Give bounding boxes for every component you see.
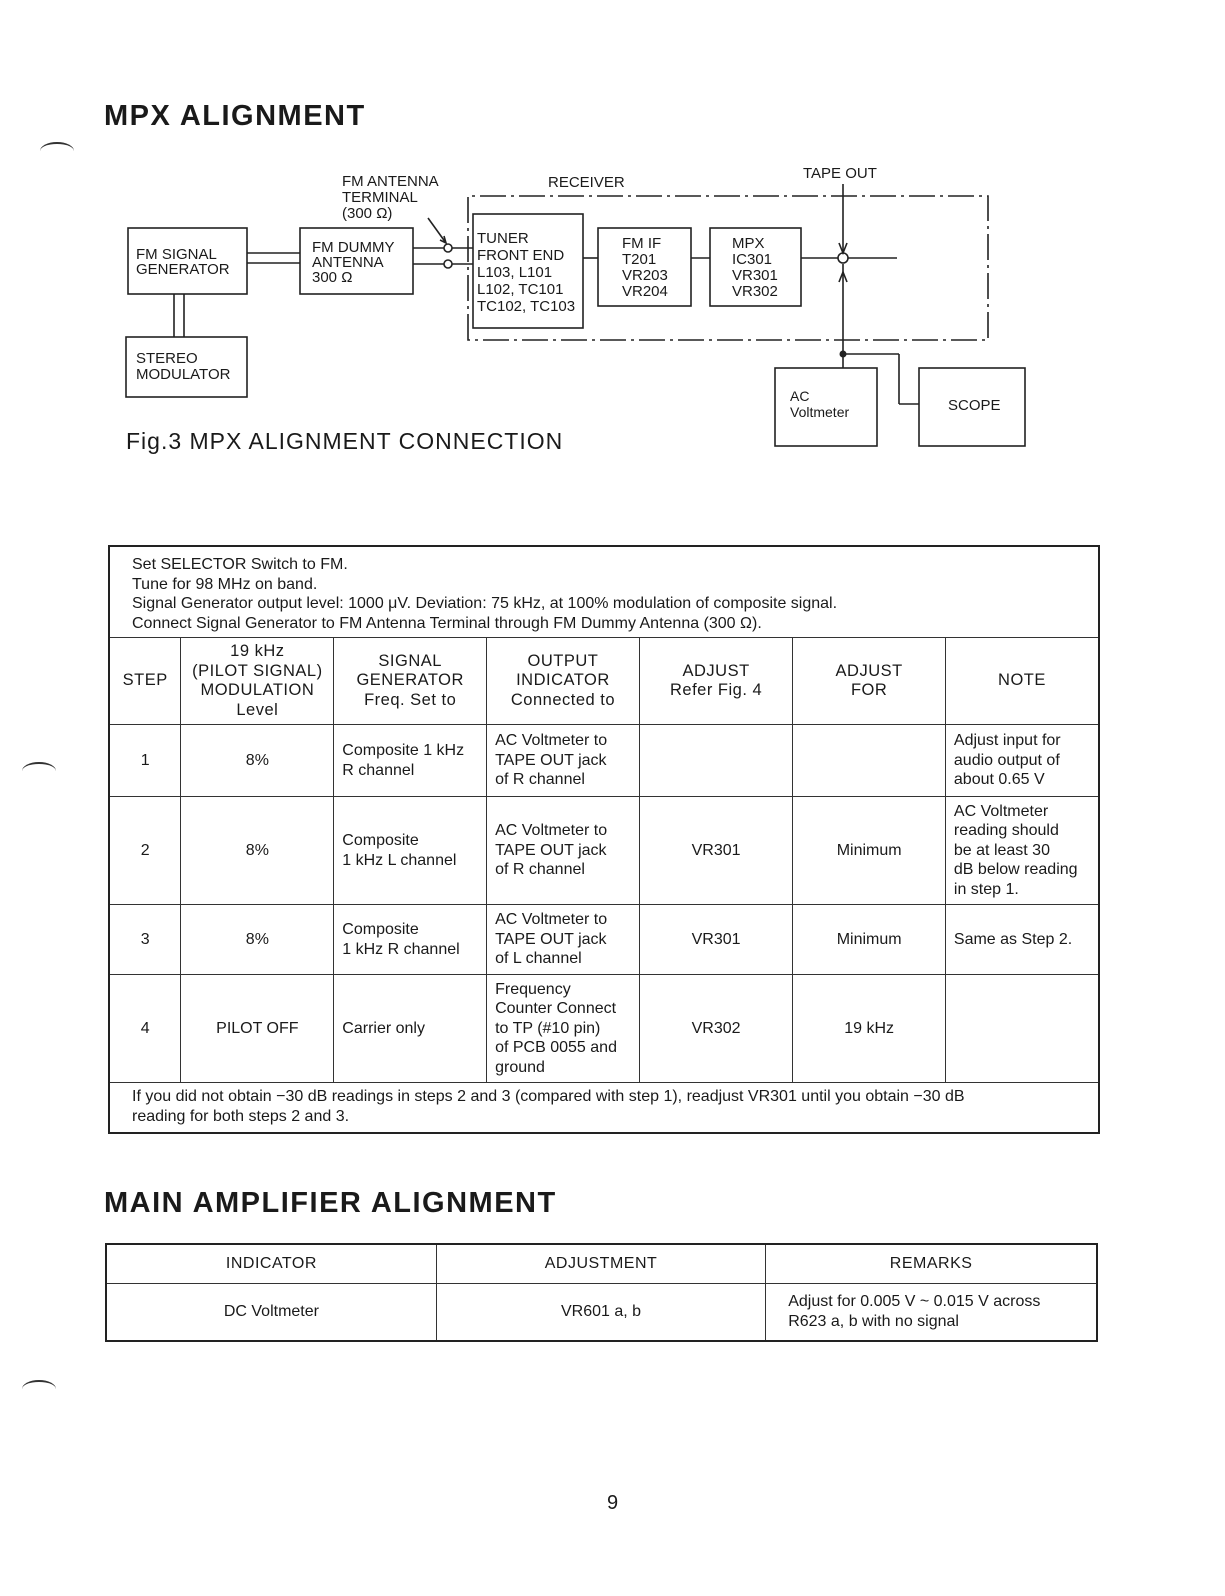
fm-signal-generator-label: FM SIGNAL GENERATOR — [136, 246, 230, 278]
table-header-row — [106, 1244, 1097, 1284]
signal-cell: Composite 1 kHz R channel — [334, 725, 487, 797]
header-step: STEP — [109, 638, 181, 725]
setup-instructions: Set SELECTOR Switch to FM. Tune for 98 MHz on band. Signal Generator output level: 1000 μV. Deviation: 75 kHz, at 100% modulation of composite signal. Connect Signal Generator to FM Antenna Terminal through FM Dummy Antenna (300 Ω). — [109, 546, 1099, 638]
adjust-cell: VR302 — [639, 975, 793, 1083]
step-cell: 4 — [109, 975, 181, 1083]
note-cell — [945, 975, 1099, 1083]
output-cell: AC Voltmeter to TAPE OUT jack of R channel — [487, 797, 640, 905]
adjustment-cell: VR601 a, b — [436, 1284, 765, 1342]
pilot-cell: 8% — [181, 797, 334, 905]
table-row — [109, 905, 1099, 975]
output-cell: AC Voltmeter to TAPE OUT jack of R channel — [487, 725, 640, 797]
stereo-modulator-label: STEREO MODULATOR — [136, 350, 231, 383]
figure-caption: Fig.3 MPX ALIGNMENT CONNECTION — [126, 428, 564, 454]
header-output-indicator: OUTPUT INDICATOR Connected to — [487, 638, 640, 725]
adjust-for-cell: Minimum — [793, 797, 946, 905]
header-remarks: REMARKS — [766, 1244, 1097, 1284]
mpx-label: MPX IC301 VR301 VR302 — [732, 235, 778, 300]
mpx-alignment-title: MPX ALIGNMENT — [104, 100, 366, 132]
adjust-cell — [639, 725, 793, 797]
table-row — [109, 797, 1099, 905]
receiver-label: RECEIVER — [548, 174, 625, 191]
tuner-front-end-label: TUNER FRONT END L103, L101 L102, TC101 TC102, TC103 — [477, 230, 576, 315]
step-cell: 3 — [109, 905, 181, 975]
signal-cell: Composite 1 kHz L channel — [334, 797, 487, 905]
step-cell: 1 — [109, 725, 181, 797]
pilot-cell: 8% — [181, 905, 334, 975]
main-amplifier-alignment-title: MAIN AMPLIFIER ALIGNMENT — [104, 1187, 557, 1219]
table-row — [109, 725, 1099, 797]
tape-out-label: TAPE OUT — [803, 165, 877, 182]
main-amplifier-table — [105, 1243, 1098, 1342]
indicator-cell: DC Voltmeter — [106, 1284, 436, 1342]
header-adjust-refer: ADJUST Refer Fig. 4 — [639, 638, 793, 725]
mpx-alignment-table — [108, 545, 1100, 1134]
fm-if-label: FM IF T201 VR203 VR204 — [622, 235, 668, 300]
table-row — [106, 1284, 1097, 1342]
pilot-cell: 8% — [181, 725, 334, 797]
adjust-for-cell: Minimum — [793, 905, 946, 975]
signal-cell: Carrier only — [334, 975, 487, 1083]
adjust-for-cell — [793, 725, 946, 797]
adjust-cell: VR301 — [639, 797, 793, 905]
table-header-row — [109, 638, 1099, 725]
note-cell: Same as Step 2. — [945, 905, 1099, 975]
readjust-note: If you did not obtain −30 dB readings in steps 2 and 3 (compared with step 1), readjust VR301 until you obtain −30 dB reading for both steps 2 and 3. — [109, 1083, 1099, 1134]
table-row — [109, 975, 1099, 1083]
header-signal-generator: SIGNAL GENERATOR Freq. Set to — [334, 638, 487, 725]
binder-hole-bottom — [22, 1380, 56, 1398]
fm-antenna-terminal-label: FM ANTENNA TERMINAL (300 Ω) — [342, 173, 439, 222]
scope-label: SCOPE — [948, 397, 1001, 414]
note-cell: Adjust input for audio output of about 0.65 V — [945, 725, 1099, 797]
antenna-terminal — [444, 244, 452, 252]
note-cell: AC Voltmeter reading should be at least 30 dB below reading in step 1. — [945, 797, 1099, 905]
header-adjustment: ADJUSTMENT — [436, 1244, 765, 1284]
pilot-cell: PILOT OFF — [181, 975, 334, 1083]
antenna-terminal — [444, 260, 452, 268]
mpx-connection-diagram — [0, 0, 1225, 470]
fm-dummy-antenna-label: FM DUMMY ANTENNA 300 Ω — [312, 239, 395, 286]
step-cell: 2 — [109, 797, 181, 905]
header-indicator: INDICATOR — [106, 1244, 436, 1284]
signal-cell: Composite 1 kHz R channel — [334, 905, 487, 975]
adjust-cell: VR301 — [639, 905, 793, 975]
page-number: 9 — [606, 1492, 619, 1514]
remarks-cell: Adjust for 0.005 V ~ 0.015 V across R623 a, b with no signal — [766, 1284, 1097, 1342]
header-pilot: 19 kHz (PILOT SIGNAL) MODULATION Level — [181, 638, 334, 725]
adjust-for-cell: 19 kHz — [793, 975, 946, 1083]
output-cell: AC Voltmeter to TAPE OUT jack of L channel — [487, 905, 640, 975]
binder-hole-middle — [22, 762, 56, 780]
output-cell: Frequency Counter Connect to TP (#10 pin) of PCB 0055 and ground — [487, 975, 640, 1083]
header-note: NOTE — [945, 638, 1099, 725]
ac-voltmeter-label: AC Voltmeter — [790, 388, 850, 420]
header-adjust-for: ADJUST FOR — [793, 638, 946, 725]
